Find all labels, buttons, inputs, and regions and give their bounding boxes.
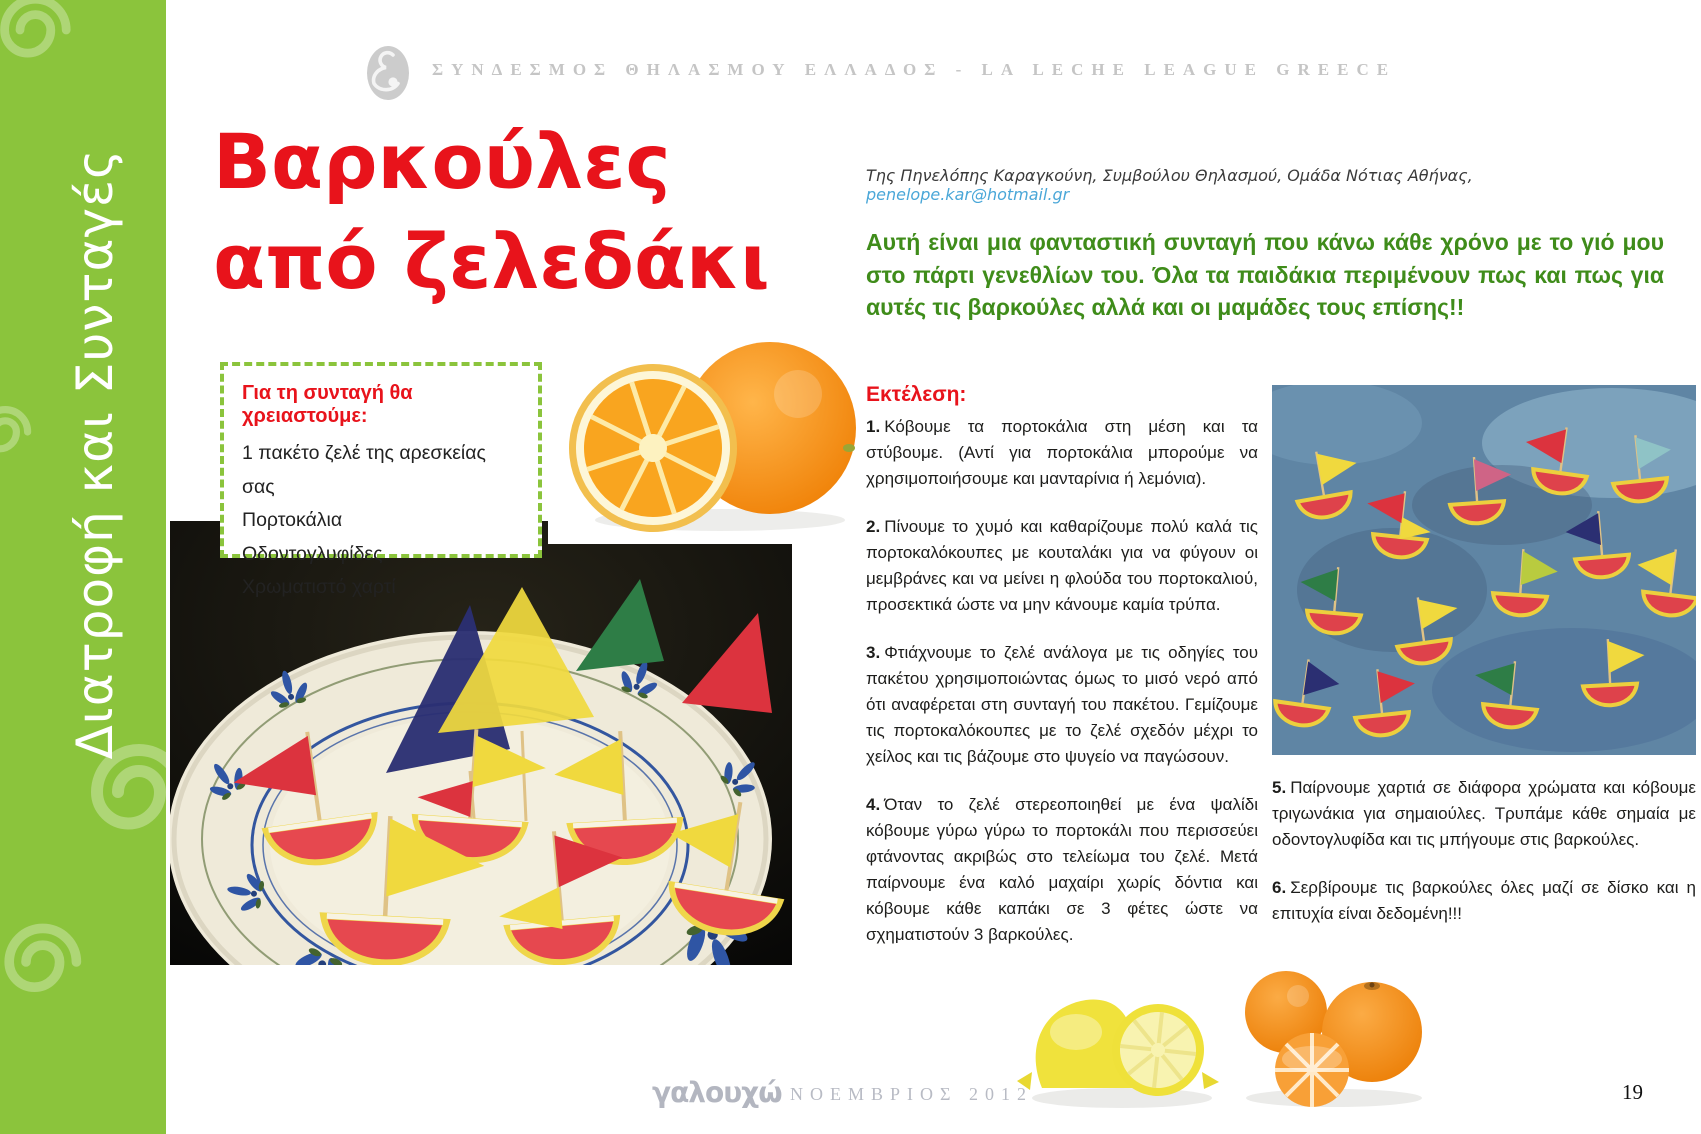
step-text: Φτιάχνουμε το ζελέ ανάλογα με τις οδηγίες του πακέτου χρησιμοποιώντας όμως το μισό νερό από ότι αναφέρεται στη συνταγή του πακέτου. Γεμίζουμε τις πορτοκαλόκουπες με το ζελέ σχεδόν μέχρι το χείλος και τις βάζουμε στο ψυγείο να παγώσουν. [866,643,1258,766]
jelly-boats-blue-cloth-photo [1272,385,1696,755]
step-4 [866,792,1258,948]
step-text: Παίρνουμε χαρτιά σε διάφορα χρώματα και κόβουμε τριγωνάκια για σημαιούλες. Τρυπάμε κάθε σημαία με οδοντογλυφίδα και τις μπήγουμε στις βαρκούλες. [1272,778,1696,849]
step-text: Πίνουμε το χυμό και καθαρίζουμε πολύ καλά τις πορτοκαλόκουπες με κουταλάκι για να φύγουν οι μεμβράνες και να μείνει η φλούδα του πορτοκαλιού, προσεκτικά ώστε να μην κάνουμε καμία τρύπα. [866,517,1258,614]
article-title-line2: από ζελεδάκι [213,217,770,307]
article-byline [866,166,1666,204]
sidebar-section-label: Διατροφή και Συνταγές [66,148,124,760]
ingredients-box [220,362,542,599]
magazine-org-name: ΣΥΝΔΕΣΜΟΣ ΘΗΛΑΣΜΟΥ ΕΛΛΑΔΟΣ - LA LECHE LEAGUE GREECE [432,60,1397,79]
article-title-line1: Βαρκούλες [213,117,671,206]
page-number: 19 [1622,1080,1643,1104]
lemon-photo [1012,972,1227,1117]
step-number: 2. [866,517,881,536]
article-intro: Αυτή είναι μια φανταστική συνταγή που κάνω κάθε χρόνο με το γιό μου στο πάρτι γενεθλίων του. Όλα τα παιδάκια περιμένουν πως και πως για αυτές τις βαρκούλες αλλά και οι μαμάδες τους επίσης!! [866,229,1664,321]
step-number: 5. [1272,778,1287,797]
lll-logo-icon [362,44,414,102]
step-number: 3. [866,643,881,662]
article-title [213,112,873,313]
step-number: 6. [1272,878,1287,897]
step-2 [866,514,1258,618]
step-number: 1. [866,417,881,436]
step-text: Σερβίρουμε τις βαρκούλες όλες μαζί σε δίσκο και η επιτυχία είναι δεδομένη!!! [1272,878,1696,923]
step-3 [866,640,1258,770]
step-number: 4. [866,795,881,814]
ingredients-list [242,437,520,605]
steps-column-1 [866,383,1258,970]
orange-photo [548,326,860,544]
ingredient-item: Χρωματιστό χαρτί [242,576,396,599]
step-text: Κόβουμε τα πορτοκάλια στη μέση και τα στύβουμε. (Αντί για πορτοκάλια μπορούμε να χρησιμοποιήσουμε και μανταρίνια ή λεμόνια). [866,417,1258,488]
steps-title: Εκτέλεση: [866,383,967,406]
magazine-logo: γαλουχώ [652,1076,782,1109]
byline-email-link[interactable]: penelope.kar@hotmail.gr [866,185,1070,204]
steps-column-2 [1272,385,1696,949]
step-5 [1272,775,1696,853]
mandarin-photo [1232,958,1432,1113]
issue-date: ΝΟΕΜΒΡΙΟΣ 2012 [790,1084,1033,1104]
step-6 [1272,875,1696,927]
ingredient-item: Πορτοκάλια [242,509,343,532]
ingredients-title: Για τη συνταγή θα χρειαστούμε: [242,382,413,427]
ingredient-item: 1 πακέτο ζελέ της αρεσκείας σας [242,442,486,498]
step-1 [866,414,1258,492]
ingredient-item: Οδοντογλυφίδες [242,542,383,565]
step-text: Όταν το ζελέ στερεοποιηθεί με ένα ψαλίδι κόβουμε γύρω γύρω το πορτοκάλι που περισσεύει φτάνοντας ακριβώς στο τελείωμα του ζελέ. Μετά παίρνουμε ένα καλό μαχαίρι χωρίς δόντια και κόβουμε κάθε καπάκι σε 3 φέτες ώστε να σχηματιστούν 3 βαρκούλες. [866,795,1258,944]
byline-author: Της Πηνελόπης Καραγκούνη, Συμβούλου Θηλασμού, Ομάδα Νότιας Αθήνας, [866,166,1473,185]
